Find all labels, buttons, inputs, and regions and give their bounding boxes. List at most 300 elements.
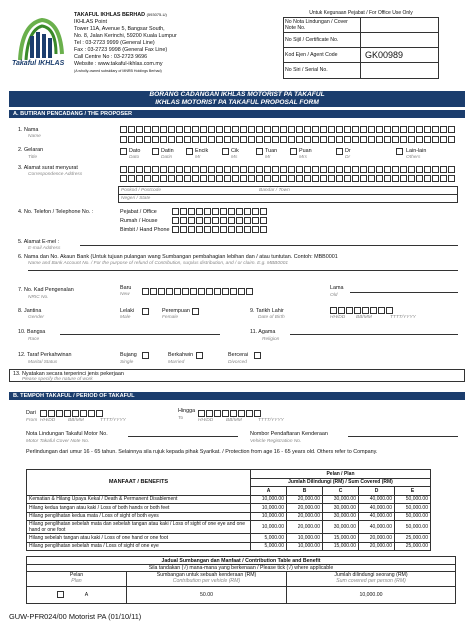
char-cell[interactable] (208, 175, 215, 182)
char-cell[interactable] (240, 136, 247, 143)
char-cell[interactable] (384, 175, 391, 182)
char-cell[interactable] (196, 208, 203, 215)
char-cell[interactable] (352, 126, 359, 133)
char-cell[interactable] (192, 136, 199, 143)
name-sublabel: Name (28, 134, 41, 139)
char-cell[interactable] (352, 175, 359, 182)
char-cell[interactable] (252, 208, 259, 215)
char-cell[interactable] (408, 126, 415, 133)
char-cell[interactable] (416, 175, 423, 182)
char-cell[interactable] (216, 136, 223, 143)
char-cell[interactable] (232, 175, 239, 182)
char-cell[interactable] (432, 136, 439, 143)
char-cell[interactable] (272, 136, 279, 143)
char-cell[interactable] (196, 217, 203, 224)
char-cell[interactable] (232, 166, 239, 173)
char-cell[interactable] (280, 166, 287, 173)
char-cell[interactable] (312, 126, 319, 133)
religion-sublabel: Religion (262, 337, 280, 342)
char-cell[interactable] (208, 166, 215, 173)
char-cell[interactable] (280, 175, 287, 182)
char-cell[interactable] (168, 126, 175, 133)
name-cells[interactable] (120, 126, 456, 133)
char-cell[interactable] (204, 226, 211, 233)
char-cell[interactable] (128, 166, 135, 173)
char-cell[interactable] (352, 136, 359, 143)
phone-house-cells[interactable] (172, 217, 268, 224)
char-cell[interactable] (192, 175, 199, 182)
char-cell[interactable] (246, 410, 253, 417)
char-cell[interactable] (192, 166, 199, 173)
plan-a-checkbox[interactable] (57, 591, 64, 598)
char-cell[interactable] (168, 166, 175, 173)
char-cell[interactable] (190, 288, 197, 295)
char-cell[interactable] (336, 136, 343, 143)
char-cell[interactable] (160, 166, 167, 173)
address-cells[interactable] (120, 166, 456, 173)
char-cell[interactable] (256, 136, 263, 143)
char-cell[interactable] (392, 175, 399, 182)
char-cell[interactable] (360, 175, 367, 182)
from-date-cells[interactable] (40, 410, 104, 417)
char-cell[interactable] (182, 288, 189, 295)
char-cell[interactable] (370, 307, 377, 314)
char-cell[interactable] (256, 126, 263, 133)
char-cell[interactable] (252, 217, 259, 224)
char-cell[interactable] (128, 126, 135, 133)
benefit-value: 40,000.00 (359, 504, 395, 513)
char-cell[interactable] (432, 166, 439, 173)
char-cell[interactable] (296, 175, 303, 182)
char-cell[interactable] (160, 136, 167, 143)
vehicle-reg-field[interactable] (348, 436, 458, 437)
char-cell[interactable] (216, 166, 223, 173)
char-cell[interactable] (238, 410, 245, 417)
char-cell[interactable] (220, 208, 227, 215)
char-cell[interactable] (424, 136, 431, 143)
cover-note-value[interactable] (361, 18, 438, 32)
phone-office-cells[interactable] (172, 208, 268, 215)
female-checkbox[interactable] (192, 308, 199, 315)
char-cell[interactable] (424, 175, 431, 182)
title-checkbox[interactable] (396, 148, 403, 155)
agent-code-value[interactable]: GK00989 (365, 50, 404, 60)
char-cell[interactable] (336, 166, 343, 173)
char-cell[interactable] (222, 288, 229, 295)
char-cell[interactable] (296, 166, 303, 173)
char-cell[interactable] (368, 166, 375, 173)
race-field[interactable] (60, 334, 220, 335)
char-cell[interactable] (158, 288, 165, 295)
char-cell[interactable] (152, 175, 159, 182)
char-cell[interactable] (40, 410, 47, 417)
char-cell[interactable] (416, 126, 423, 133)
char-cell[interactable] (272, 126, 279, 133)
char-cell[interactable] (328, 126, 335, 133)
char-cell[interactable] (206, 288, 213, 295)
benefit-value: 50,000.00 (395, 521, 431, 534)
char-cell[interactable] (176, 166, 183, 173)
char-cell[interactable] (136, 126, 143, 133)
char-cell[interactable] (168, 136, 175, 143)
dob-cells[interactable] (330, 307, 394, 314)
char-cell[interactable] (208, 126, 215, 133)
char-cell[interactable] (264, 126, 271, 133)
char-cell[interactable] (336, 126, 343, 133)
char-cell[interactable] (344, 126, 351, 133)
char-cell[interactable] (260, 226, 267, 233)
char-cell[interactable] (88, 410, 95, 417)
char-cell[interactable] (376, 136, 383, 143)
char-cell[interactable] (172, 226, 179, 233)
char-cell[interactable] (288, 126, 295, 133)
char-cell[interactable] (378, 307, 385, 314)
char-cell[interactable] (144, 175, 151, 182)
male-checkbox[interactable] (142, 308, 149, 315)
char-cell[interactable] (312, 166, 319, 173)
char-cell[interactable] (304, 136, 311, 143)
char-cell[interactable] (188, 217, 195, 224)
char-cell[interactable] (400, 126, 407, 133)
char-cell[interactable] (152, 136, 159, 143)
char-cell[interactable] (150, 288, 157, 295)
char-cell[interactable] (264, 136, 271, 143)
char-cell[interactable] (440, 175, 447, 182)
char-cell[interactable] (304, 126, 311, 133)
char-cell[interactable] (152, 166, 159, 173)
title-option-label: Datin (161, 148, 174, 154)
town-label: Bandar / Town (259, 188, 290, 193)
char-cell[interactable] (264, 175, 271, 182)
title-checkbox[interactable] (120, 148, 127, 155)
char-cell[interactable] (184, 136, 191, 143)
char-cell[interactable] (48, 410, 55, 417)
char-cell[interactable] (196, 226, 203, 233)
char-cell[interactable] (362, 307, 369, 314)
char-cell[interactable] (220, 226, 227, 233)
title-checkbox[interactable] (186, 148, 193, 155)
char-cell[interactable] (320, 166, 327, 173)
char-cell[interactable] (440, 126, 447, 133)
char-cell[interactable] (192, 126, 199, 133)
title-checkbox[interactable] (256, 148, 263, 155)
char-cell[interactable] (166, 288, 173, 295)
nric-old-label: Lama (330, 285, 344, 291)
char-cell[interactable] (152, 126, 159, 133)
char-cell[interactable] (120, 175, 127, 182)
char-cell[interactable] (244, 217, 251, 224)
char-cell[interactable] (198, 288, 205, 295)
char-cell[interactable] (224, 166, 231, 173)
char-cell[interactable] (168, 175, 175, 182)
char-cell[interactable] (424, 126, 431, 133)
address-line: IKHLAS Point (74, 19, 107, 25)
char-cell[interactable] (200, 175, 207, 182)
char-cell[interactable] (144, 126, 151, 133)
char-cell[interactable] (448, 166, 455, 173)
char-cell[interactable] (228, 226, 235, 233)
char-cell[interactable] (142, 288, 149, 295)
char-cell[interactable] (120, 166, 127, 173)
char-cell[interactable] (256, 175, 263, 182)
bank-field[interactable] (28, 270, 458, 271)
char-cell[interactable] (312, 175, 319, 182)
religion-field[interactable] (290, 334, 458, 335)
char-cell[interactable] (408, 175, 415, 182)
char-cell[interactable] (260, 208, 267, 215)
char-cell[interactable] (72, 410, 79, 417)
char-cell[interactable] (296, 136, 303, 143)
char-cell[interactable] (408, 166, 415, 173)
char-cell[interactable] (128, 175, 135, 182)
occupation-box[interactable] (9, 369, 465, 382)
char-cell[interactable] (240, 126, 247, 133)
char-cell[interactable] (354, 307, 361, 314)
char-cell[interactable] (136, 166, 143, 173)
char-cell[interactable] (120, 136, 127, 143)
char-cell[interactable] (184, 166, 191, 173)
char-cell[interactable] (236, 208, 243, 215)
title-checkbox[interactable] (336, 148, 343, 155)
married-checkbox[interactable] (196, 352, 203, 359)
char-cell[interactable] (424, 166, 431, 173)
char-cell[interactable] (80, 410, 87, 417)
char-cell[interactable] (198, 410, 205, 417)
char-cell[interactable] (304, 175, 311, 182)
single-sublabel: Single (120, 360, 134, 365)
char-cell[interactable] (432, 175, 439, 182)
occupation-label: 13. Nyatakan secara terperinci jenis pekerjaan (13, 371, 124, 377)
char-cell[interactable] (188, 208, 195, 215)
cover-note-no-field[interactable] (128, 436, 238, 437)
certificate-value[interactable] (361, 33, 438, 47)
char-cell[interactable] (330, 307, 337, 314)
char-cell[interactable] (176, 126, 183, 133)
table-row (27, 534, 431, 543)
char-cell[interactable] (230, 410, 237, 417)
char-cell[interactable] (264, 166, 271, 173)
char-cell[interactable] (188, 226, 195, 233)
char-cell[interactable] (214, 288, 221, 295)
char-cell[interactable] (320, 126, 327, 133)
char-cell[interactable] (120, 126, 127, 133)
char-cell[interactable] (238, 288, 245, 295)
char-cell[interactable] (288, 166, 295, 173)
char-cell[interactable] (224, 126, 231, 133)
char-cell[interactable] (328, 166, 335, 173)
char-cell[interactable] (212, 226, 219, 233)
char-cell[interactable] (240, 166, 247, 173)
char-cell[interactable] (352, 166, 359, 173)
char-cell[interactable] (244, 208, 251, 215)
char-cell[interactable] (386, 307, 393, 314)
char-cell[interactable] (320, 175, 327, 182)
char-cell[interactable] (248, 175, 255, 182)
char-cell[interactable] (360, 136, 367, 143)
char-cell[interactable] (240, 175, 247, 182)
char-cell[interactable] (252, 226, 259, 233)
char-cell[interactable] (172, 217, 179, 224)
char-cell[interactable] (144, 166, 151, 173)
nric-old-field[interactable] (350, 292, 458, 293)
char-cell[interactable] (304, 166, 311, 173)
char-cell[interactable] (204, 217, 211, 224)
char-cell[interactable] (448, 126, 455, 133)
char-cell[interactable] (144, 136, 151, 143)
single-checkbox[interactable] (142, 352, 149, 359)
dob-label: 9. Tarikh Lahir (250, 308, 284, 314)
char-cell[interactable] (180, 226, 187, 233)
char-cell[interactable] (180, 217, 187, 224)
char-cell[interactable] (360, 166, 367, 173)
address-cells[interactable] (120, 175, 456, 182)
char-cell[interactable] (392, 136, 399, 143)
char-cell[interactable] (200, 166, 207, 173)
char-cell[interactable] (200, 136, 207, 143)
char-cell[interactable] (212, 208, 219, 215)
char-cell[interactable] (174, 288, 181, 295)
char-cell[interactable] (384, 136, 391, 143)
char-cell[interactable] (320, 136, 327, 143)
char-cell[interactable] (338, 307, 345, 314)
char-cell[interactable] (328, 136, 335, 143)
char-cell[interactable] (244, 226, 251, 233)
char-cell[interactable] (248, 136, 255, 143)
title-checkbox[interactable] (290, 148, 297, 155)
char-cell[interactable] (344, 136, 351, 143)
char-cell[interactable] (344, 166, 351, 173)
phone-mobile-cells[interactable] (172, 226, 268, 233)
char-cell[interactable] (254, 410, 261, 417)
char-cell[interactable] (220, 217, 227, 224)
char-cell[interactable] (288, 175, 295, 182)
char-cell[interactable] (400, 166, 407, 173)
char-cell[interactable] (376, 166, 383, 173)
char-cell[interactable] (160, 175, 167, 182)
plan-col-header: D (359, 487, 395, 496)
char-cell[interactable] (272, 175, 279, 182)
char-cell[interactable] (400, 175, 407, 182)
serial-value[interactable] (361, 63, 438, 78)
char-cell[interactable] (344, 175, 351, 182)
char-cell[interactable] (180, 208, 187, 215)
char-cell[interactable] (432, 126, 439, 133)
char-cell[interactable] (172, 208, 179, 215)
char-cell[interactable] (224, 136, 231, 143)
char-cell[interactable] (214, 410, 221, 417)
char-cell[interactable] (260, 217, 267, 224)
char-cell[interactable] (440, 136, 447, 143)
char-cell[interactable] (408, 136, 415, 143)
char-cell[interactable] (56, 410, 63, 417)
char-cell[interactable] (176, 136, 183, 143)
char-cell[interactable] (368, 175, 375, 182)
char-cell[interactable] (384, 166, 391, 173)
char-cell[interactable] (448, 136, 455, 143)
char-cell[interactable] (384, 126, 391, 133)
char-cell[interactable] (228, 217, 235, 224)
char-cell[interactable] (328, 175, 335, 182)
name-cells[interactable] (120, 136, 456, 143)
char-cell[interactable] (64, 410, 71, 417)
char-cell[interactable] (222, 410, 229, 417)
char-cell[interactable] (376, 126, 383, 133)
nric-new-cells[interactable] (142, 288, 254, 295)
char-cell[interactable] (346, 307, 353, 314)
char-cell[interactable] (184, 126, 191, 133)
char-cell[interactable] (136, 175, 143, 182)
char-cell[interactable] (248, 126, 255, 133)
table-row (27, 504, 431, 513)
char-cell[interactable] (400, 136, 407, 143)
char-cell[interactable] (236, 217, 243, 224)
char-cell[interactable] (440, 166, 447, 173)
title-option-label: Dato (129, 148, 141, 154)
char-cell[interactable] (200, 126, 207, 133)
char-cell[interactable] (232, 126, 239, 133)
char-cell[interactable] (246, 288, 253, 295)
char-cell[interactable] (248, 166, 255, 173)
char-cell[interactable] (280, 126, 287, 133)
plan-col-header: B (287, 487, 323, 496)
char-cell[interactable] (288, 136, 295, 143)
char-cell[interactable] (368, 136, 375, 143)
char-cell[interactable] (416, 166, 423, 173)
char-cell[interactable] (336, 175, 343, 182)
char-cell[interactable] (128, 136, 135, 143)
char-cell[interactable] (368, 126, 375, 133)
char-cell[interactable] (228, 208, 235, 215)
char-cell[interactable] (296, 126, 303, 133)
char-cell[interactable] (184, 175, 191, 182)
char-cell[interactable] (256, 166, 263, 173)
char-cell[interactable] (232, 136, 239, 143)
char-cell[interactable] (216, 126, 223, 133)
char-cell[interactable] (392, 166, 399, 173)
title-option-label: Cik (231, 148, 239, 154)
bank-label: 6. Nama dan No. Akaun Bank (Untuk tujuan pulangan wang Sumbangan pembahagian lebihan dan / atau tuntutan. Contoh: MBB0001 (18, 254, 338, 260)
char-cell[interactable] (176, 175, 183, 182)
char-cell[interactable] (224, 175, 231, 182)
company-name: TAKAFUL IKHLAS BERHAD (74, 12, 146, 18)
char-cell[interactable] (360, 126, 367, 133)
to-date-cells[interactable] (198, 410, 262, 417)
char-cell[interactable] (216, 175, 223, 182)
char-cell[interactable] (204, 208, 211, 215)
char-cell[interactable] (392, 126, 399, 133)
char-cell[interactable] (416, 136, 423, 143)
title-checkbox[interactable] (152, 148, 159, 155)
char-cell[interactable] (208, 136, 215, 143)
char-cell[interactable] (206, 410, 213, 417)
char-cell[interactable] (96, 410, 103, 417)
plan-col-header: C (323, 487, 359, 496)
char-cell[interactable] (312, 136, 319, 143)
char-cell[interactable] (136, 136, 143, 143)
char-cell[interactable] (448, 175, 455, 182)
title-checkbox[interactable] (222, 148, 229, 155)
char-cell[interactable] (230, 288, 237, 295)
divorced-checkbox[interactable] (254, 352, 261, 359)
char-cell[interactable] (236, 226, 243, 233)
char-cell[interactable] (272, 166, 279, 173)
char-cell[interactable] (160, 126, 167, 133)
char-cell[interactable] (280, 136, 287, 143)
email-field[interactable] (80, 245, 458, 246)
char-cell[interactable] (376, 175, 383, 182)
benefit-value: 50,000.00 (395, 504, 431, 513)
char-cell[interactable] (212, 217, 219, 224)
